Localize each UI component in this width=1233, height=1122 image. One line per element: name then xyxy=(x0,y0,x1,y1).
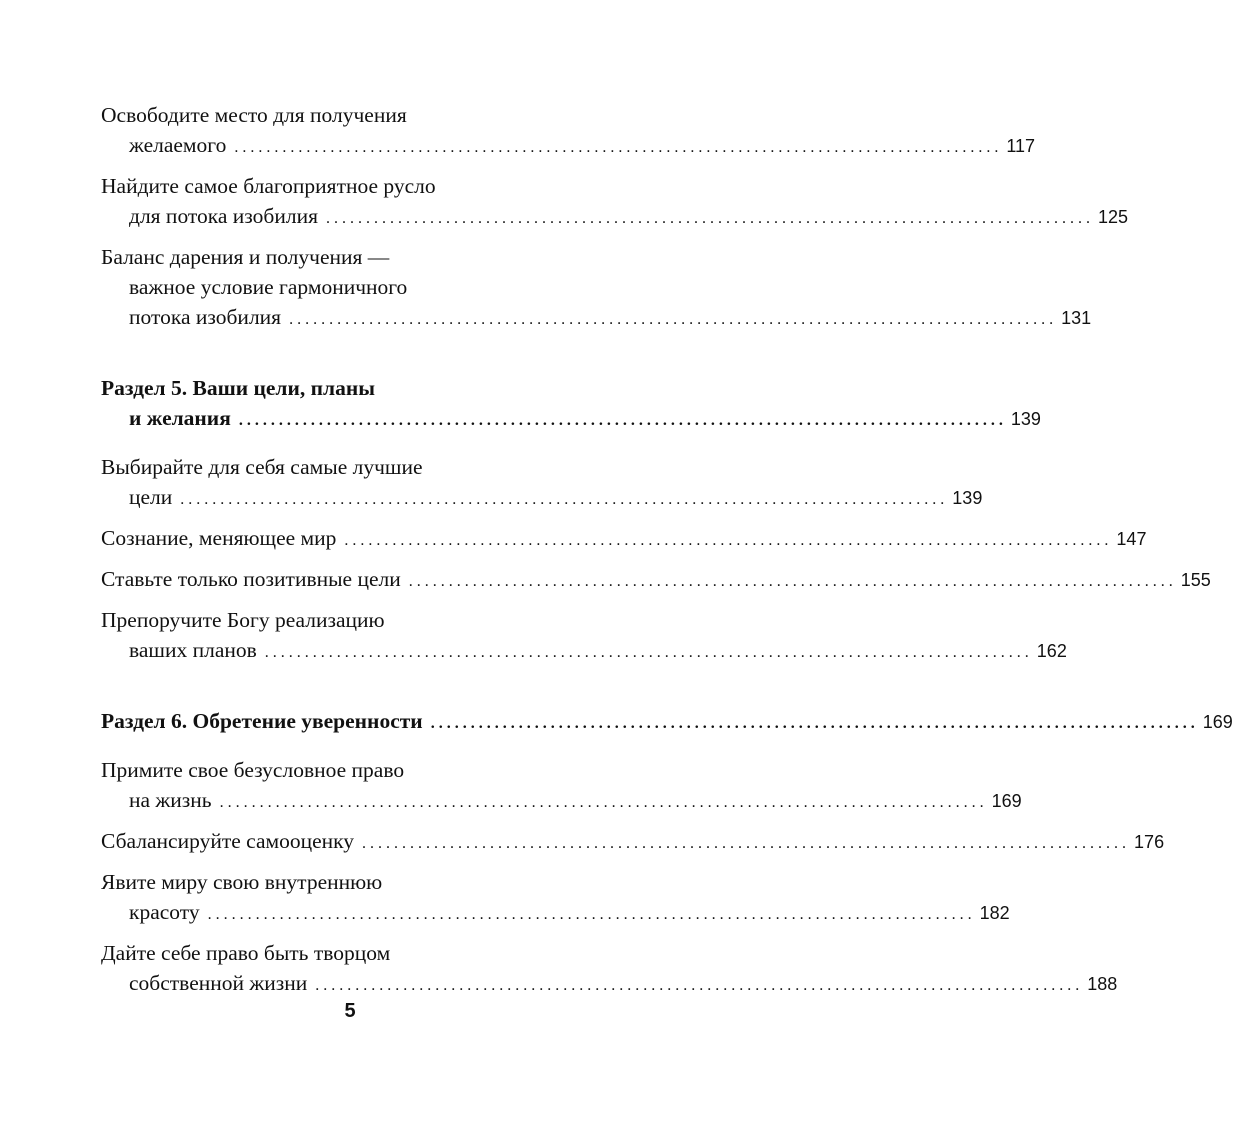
toc-page-number: 155 xyxy=(1180,570,1211,590)
toc-entry-title-line: Выбирайте для себя самые лучшие xyxy=(101,455,423,479)
dot-leader: ................................................................................................ xyxy=(234,139,1003,156)
toc-entry[interactable] xyxy=(101,242,1092,335)
toc-entry-title-line: ваших планов xyxy=(129,638,257,662)
page-number: 5 xyxy=(344,1000,356,1022)
toc-page-number: 169 xyxy=(991,791,1022,811)
dot-leader: ................................................................................................ xyxy=(430,715,1199,732)
table-of-contents xyxy=(101,100,1233,1009)
toc-entry-title-line: цели xyxy=(129,485,173,509)
toc-entry-title-line: Сознание, меняющее мир xyxy=(101,526,337,550)
toc-page-number: 125 xyxy=(1098,207,1129,227)
toc-entry-title-line: собственной жизни xyxy=(129,971,308,995)
toc-page-number: 188 xyxy=(1087,974,1118,994)
toc-page-number: 131 xyxy=(1061,308,1092,328)
dot-leader: ................................................................................................ xyxy=(219,794,988,811)
toc-entry[interactable] xyxy=(101,938,1118,1001)
toc-entry[interactable] xyxy=(101,755,1022,818)
toc-entry[interactable] xyxy=(101,867,1010,930)
dot-leader: ................................................................................................ xyxy=(180,491,949,508)
toc-entry[interactable] xyxy=(101,100,1036,163)
dot-leader: ................................................................................................ xyxy=(326,210,1094,227)
toc-entry-title-line: Явите миру свою внутреннюю xyxy=(101,870,383,894)
toc-page-number: 176 xyxy=(1134,832,1165,852)
dot-leader: ................................................................................................ xyxy=(264,644,1033,661)
dot-leader: ................................................................................................ xyxy=(315,977,1084,994)
toc-entry[interactable] xyxy=(101,171,1129,234)
toc-entry-title-line: Препоручите Богу реализацию xyxy=(101,608,385,632)
toc-entry[interactable] xyxy=(101,564,1211,597)
dot-leader: ................................................................................................ xyxy=(408,573,1177,590)
toc-entry-title-line: Найдите самое благоприятное русло xyxy=(101,174,436,198)
toc-entry[interactable] xyxy=(101,605,1067,668)
toc-page-number: 139 xyxy=(1010,409,1041,429)
toc-entry[interactable] xyxy=(101,523,1147,556)
toc-entry-title-line: важное условие гармоничного xyxy=(129,275,408,299)
toc-entry-title-line: желаемого xyxy=(129,133,227,157)
toc-page-number: 139 xyxy=(952,488,983,508)
toc-entry[interactable] xyxy=(101,826,1165,859)
toc-page-number: 182 xyxy=(979,903,1010,923)
toc-page-number: 117 xyxy=(1006,136,1036,156)
dot-leader: ................................................................................................ xyxy=(344,532,1113,549)
toc-entry-title-line: Освободите место для получения xyxy=(101,103,407,127)
toc-entry-title-line: Примите свое безусловное право xyxy=(101,758,405,782)
toc-entry-title-line: на жизнь xyxy=(129,788,212,812)
toc-page-number: 162 xyxy=(1036,641,1067,661)
toc-section-heading[interactable] xyxy=(101,373,1041,436)
toc-entry-title-line: красоту xyxy=(129,900,200,924)
toc-entry-title-line: для потока изобилия xyxy=(129,204,318,228)
toc-entry-title-line: Сбалансируйте самооценку xyxy=(101,829,355,853)
dot-leader: ................................................................................................ xyxy=(207,906,976,923)
dot-leader: ................................................................................................ xyxy=(238,412,1007,429)
toc-entry-title-line: Дайте себе право быть творцом xyxy=(101,941,391,965)
dot-leader: ................................................................................................ xyxy=(289,311,1058,328)
toc-entry-title-line: Ставьте только позитивные цели xyxy=(101,567,401,591)
toc-section-title-line: Раздел 5. Ваши цели, планы xyxy=(101,376,375,400)
toc-section-title-line: и желания xyxy=(129,406,231,430)
dot-leader: ................................................................................................ xyxy=(362,835,1131,852)
toc-page-number: 169 xyxy=(1202,712,1233,732)
toc-page-number: 147 xyxy=(1116,529,1147,549)
toc-entry[interactable] xyxy=(101,452,983,515)
toc-section-heading[interactable] xyxy=(101,706,1233,739)
toc-entry-title-line: Баланс дарения и получения — xyxy=(101,245,390,269)
toc-section-title-line: Раздел 6. Обретение уверенности xyxy=(101,709,423,733)
toc-entry-title-line: потока изобилия xyxy=(129,305,282,329)
